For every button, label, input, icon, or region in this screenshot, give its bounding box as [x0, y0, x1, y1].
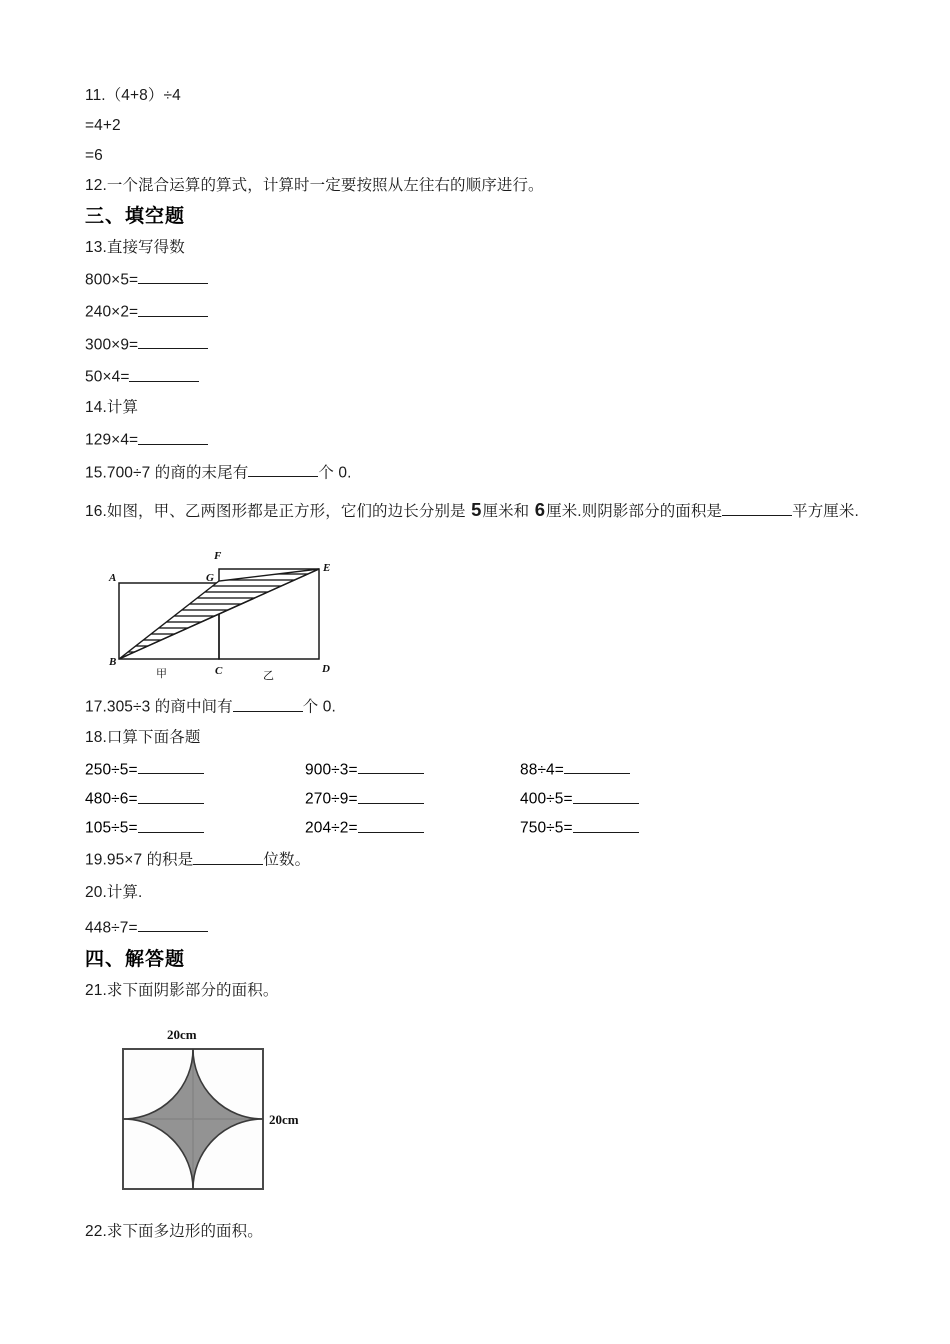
- answer-blank[interactable]: [233, 697, 303, 712]
- question-14-title: 14.计算: [85, 399, 139, 416]
- question-13-item-2: [85, 302, 875, 320]
- question-11-line-2: =4+2: [85, 117, 121, 134]
- q16-side-length-1: 5: [471, 499, 482, 521]
- answer-blank[interactable]: [138, 760, 204, 775]
- question-13-title: 13.直接写得数: [85, 238, 185, 256]
- svg-text:A: A: [109, 572, 117, 585]
- q18-item-4: [85, 789, 305, 807]
- q19-prefix: 19.95×7 的积是: [85, 851, 194, 869]
- question-19: [85, 850, 875, 868]
- question-17: [85, 697, 875, 715]
- q16-prefix: 16.如图，甲、乙两图形都是正方形，它们的边长分别是: [85, 503, 466, 521]
- question-12: 12.一个混合运算的算式，计算时一定要按照从左往右的顺序进行。: [85, 177, 544, 194]
- answer-blank[interactable]: [129, 367, 199, 382]
- section-heading-solve-problems: 四、解答题: [85, 949, 186, 971]
- q18-item-8: [305, 818, 520, 836]
- q19-suffix: 位数。: [263, 851, 311, 869]
- svg-text:20cm: 20cm: [269, 1111, 299, 1127]
- q18-item-9: [520, 818, 740, 836]
- question-14-item: [85, 430, 875, 448]
- question-18-title: 18.口算下面各题: [85, 728, 201, 746]
- q18-item-1: [85, 760, 305, 778]
- svg-text:乙: 乙: [263, 670, 274, 683]
- q17-prefix: 17.305÷3 的商中间有: [85, 698, 233, 716]
- question-22-title: 22.求下面多边形的面积。: [85, 1222, 263, 1240]
- figure-star-in-square: [105, 1021, 315, 1196]
- question-11-line-3: =6: [85, 147, 103, 164]
- q18-item-7: [85, 818, 305, 836]
- answer-blank[interactable]: [138, 335, 208, 350]
- svg-text:20cm: 20cm: [167, 1026, 197, 1042]
- q18-expr-9: 750÷5=: [520, 819, 573, 837]
- question-15: [85, 463, 875, 481]
- question-18-grid: [85, 760, 875, 836]
- svg-text:E: E: [323, 562, 331, 575]
- question-13-item-4: [85, 367, 875, 385]
- q20-expr: 448÷7=: [85, 919, 138, 937]
- answer-blank[interactable]: [358, 818, 424, 833]
- svg-text:D: D: [322, 663, 330, 676]
- q16-side-length-2: 6: [534, 499, 546, 521]
- q15-prefix: 15.700÷7 的商的末尾有: [85, 464, 249, 482]
- q14-expr: 129×4=: [85, 431, 139, 449]
- q18-item-3: [520, 760, 740, 778]
- q18-item-2: [305, 760, 520, 778]
- q18-expr-3: 88÷4=: [520, 761, 564, 779]
- q18-expr-2: 900÷3=: [305, 761, 358, 779]
- q13-expr-3: 300×9=: [85, 336, 139, 354]
- q13-expr-1: 800×5=: [85, 271, 139, 289]
- q18-expr-1: 250÷5=: [85, 761, 138, 779]
- question-13-item-3: [85, 335, 875, 353]
- answer-blank[interactable]: [138, 918, 208, 933]
- answer-blank[interactable]: [573, 818, 639, 833]
- q18-expr-5: 270÷9=: [305, 790, 358, 808]
- q18-expr-7: 105÷5=: [85, 819, 138, 837]
- q17-suffix: 个 0.: [302, 698, 336, 716]
- q16-suffix: 厘米.则阴影部分的面积是: [546, 503, 723, 521]
- q18-expr-6: 400÷5=: [520, 790, 573, 808]
- answer-blank[interactable]: [248, 463, 318, 478]
- figure-two-squares: [101, 541, 361, 683]
- worksheet-content: [85, 88, 875, 1254]
- q18-item-6: [520, 789, 740, 807]
- q15-suffix: 个 0.: [318, 464, 352, 482]
- svg-text:C: C: [215, 665, 223, 678]
- answer-blank[interactable]: [573, 789, 639, 804]
- question-16: [85, 495, 875, 525]
- answer-blank[interactable]: [138, 818, 204, 833]
- svg-text:F: F: [214, 550, 222, 563]
- q18-expr-8: 204÷2=: [305, 819, 358, 837]
- svg-text:G: G: [206, 572, 214, 585]
- q18-item-5: [305, 789, 520, 807]
- q18-expr-4: 480÷6=: [85, 790, 138, 808]
- svg-text:B: B: [109, 656, 117, 669]
- section-heading-fill-in-blanks: 三、填空题: [85, 205, 186, 227]
- answer-blank[interactable]: [193, 850, 263, 865]
- answer-blank[interactable]: [722, 502, 792, 517]
- answer-blank[interactable]: [358, 760, 424, 775]
- question-20-item: [85, 918, 875, 936]
- q13-expr-2: 240×2=: [85, 303, 139, 321]
- answer-blank[interactable]: [138, 270, 208, 285]
- q13-expr-4: 50×4=: [85, 369, 130, 386]
- q16-middle: 厘米和: [482, 503, 530, 521]
- answer-blank[interactable]: [358, 789, 424, 804]
- answer-blank[interactable]: [564, 760, 630, 775]
- question-11-line-1: 11.（4+8）÷4: [85, 87, 181, 104]
- svg-text:甲: 甲: [156, 668, 167, 681]
- answer-blank[interactable]: [138, 430, 208, 445]
- q16-tail: 平方厘米.: [792, 503, 859, 521]
- question-20-title: 20.计算.: [85, 884, 143, 902]
- answer-blank[interactable]: [138, 302, 208, 317]
- question-21-title: 21.求下面阴影部分的面积。: [85, 982, 279, 1000]
- answer-blank[interactable]: [138, 789, 204, 804]
- question-13-item-1: [85, 270, 875, 288]
